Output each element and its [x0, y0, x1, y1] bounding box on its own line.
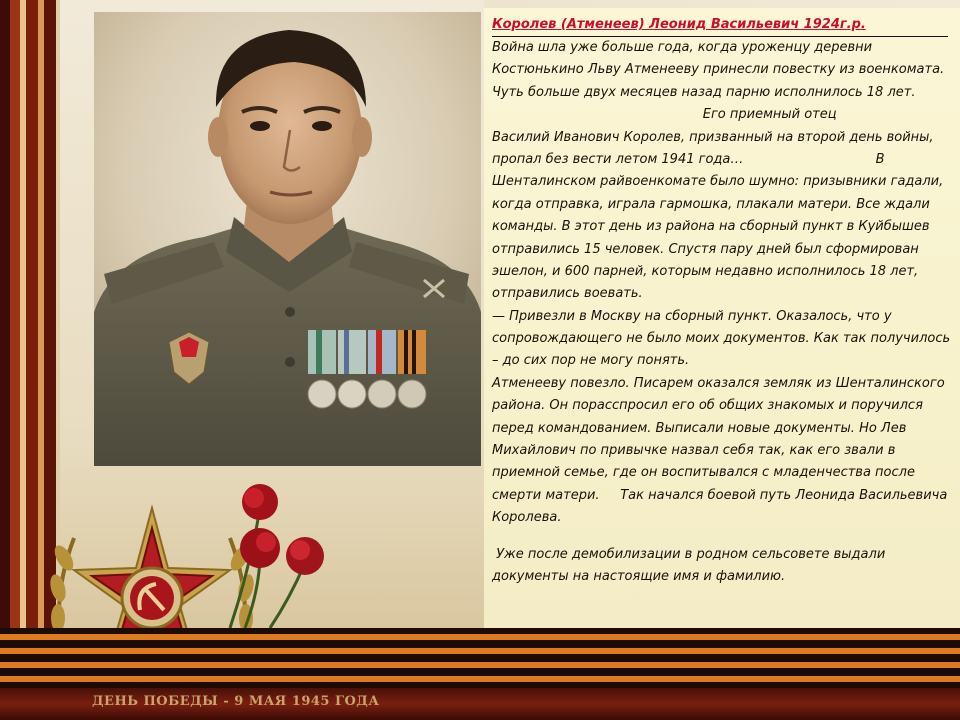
- text-line: приемной семье, где он воспитывался с младенчества после: [492, 465, 915, 481]
- text-line: документы на настоящие имя и фамилию.: [492, 568, 786, 584]
- text-line: Его приемный отец: [492, 107, 837, 123]
- text-line: — Привезли в Москву на сборный пункт. Оказалось, что у: [492, 308, 892, 324]
- text-line: района. Он порасспросил его об общих знакомых и поручился: [492, 398, 923, 414]
- text-line: смерти матери. Так начался боевой путь Леонида Васильевича: [492, 487, 948, 503]
- text-line: команды. В этот день из района на сборный пункт в Куйбышев: [492, 219, 930, 235]
- text-line: Михайлович по привычке назвал себя так, как его звали в: [492, 443, 896, 459]
- soldier-portrait-photo: [94, 12, 481, 466]
- text-line: пропал без вести летом 1941 года… В: [492, 151, 885, 167]
- text-line: сопровождающего не было моих документов. Как так получилось: [492, 331, 951, 347]
- text-line: – до сих пор не могу понять.: [492, 353, 690, 369]
- text-line: Война шла уже больше года, когда уроженцу деревни: [492, 40, 873, 55]
- carnation-flowers-icon: [210, 478, 340, 628]
- text-line: Чуть больше двух месяцев назад парню исполнилось 18 лет.: [492, 84, 916, 100]
- victory-day-caption: ДЕНЬ ПОБЕДЫ - 9 МАЯ 1945 ГОДА: [92, 694, 380, 709]
- left-ribbon-stripe: [0, 0, 10, 720]
- text-line: эшелон, и 600 парней, которым недавно исполнилось 18 лет,: [492, 263, 919, 279]
- text-line: когда отправка, играла гармошка, плакали матери. Все ждали: [492, 196, 930, 212]
- text-line: отправились воевать.: [492, 286, 643, 302]
- biography-text: [492, 14, 952, 588]
- text-line: Костюнькино Льву Атменееву принесли повестку из военкомата.: [492, 62, 945, 78]
- text-line: Королева.: [492, 510, 562, 526]
- text-line: отправились 15 человек. Спустя пару дней был сформирован: [492, 241, 919, 257]
- text-line: перед командованием. Выписали новые документы. Но Лев: [492, 420, 907, 436]
- text-line: Уже после демобилизации в родном сельсовете выдали: [492, 546, 886, 562]
- heading-name: Королев (Атменеев) Леонид Васильевич 1924г.р.: [492, 17, 866, 32]
- text-line: Атменееву повезло. Писарем оказался земляк из Шенталинского: [492, 375, 945, 391]
- text-line: Шенталинском райвоенкомате было шумно: призывники гадали,: [492, 174, 944, 190]
- paragraph-gap: [492, 530, 952, 544]
- heading-line: [492, 14, 948, 37]
- text-line: Василий Иванович Королев, призванный на второй день войны,: [492, 129, 934, 145]
- left-ribbon-stripe: [10, 0, 20, 720]
